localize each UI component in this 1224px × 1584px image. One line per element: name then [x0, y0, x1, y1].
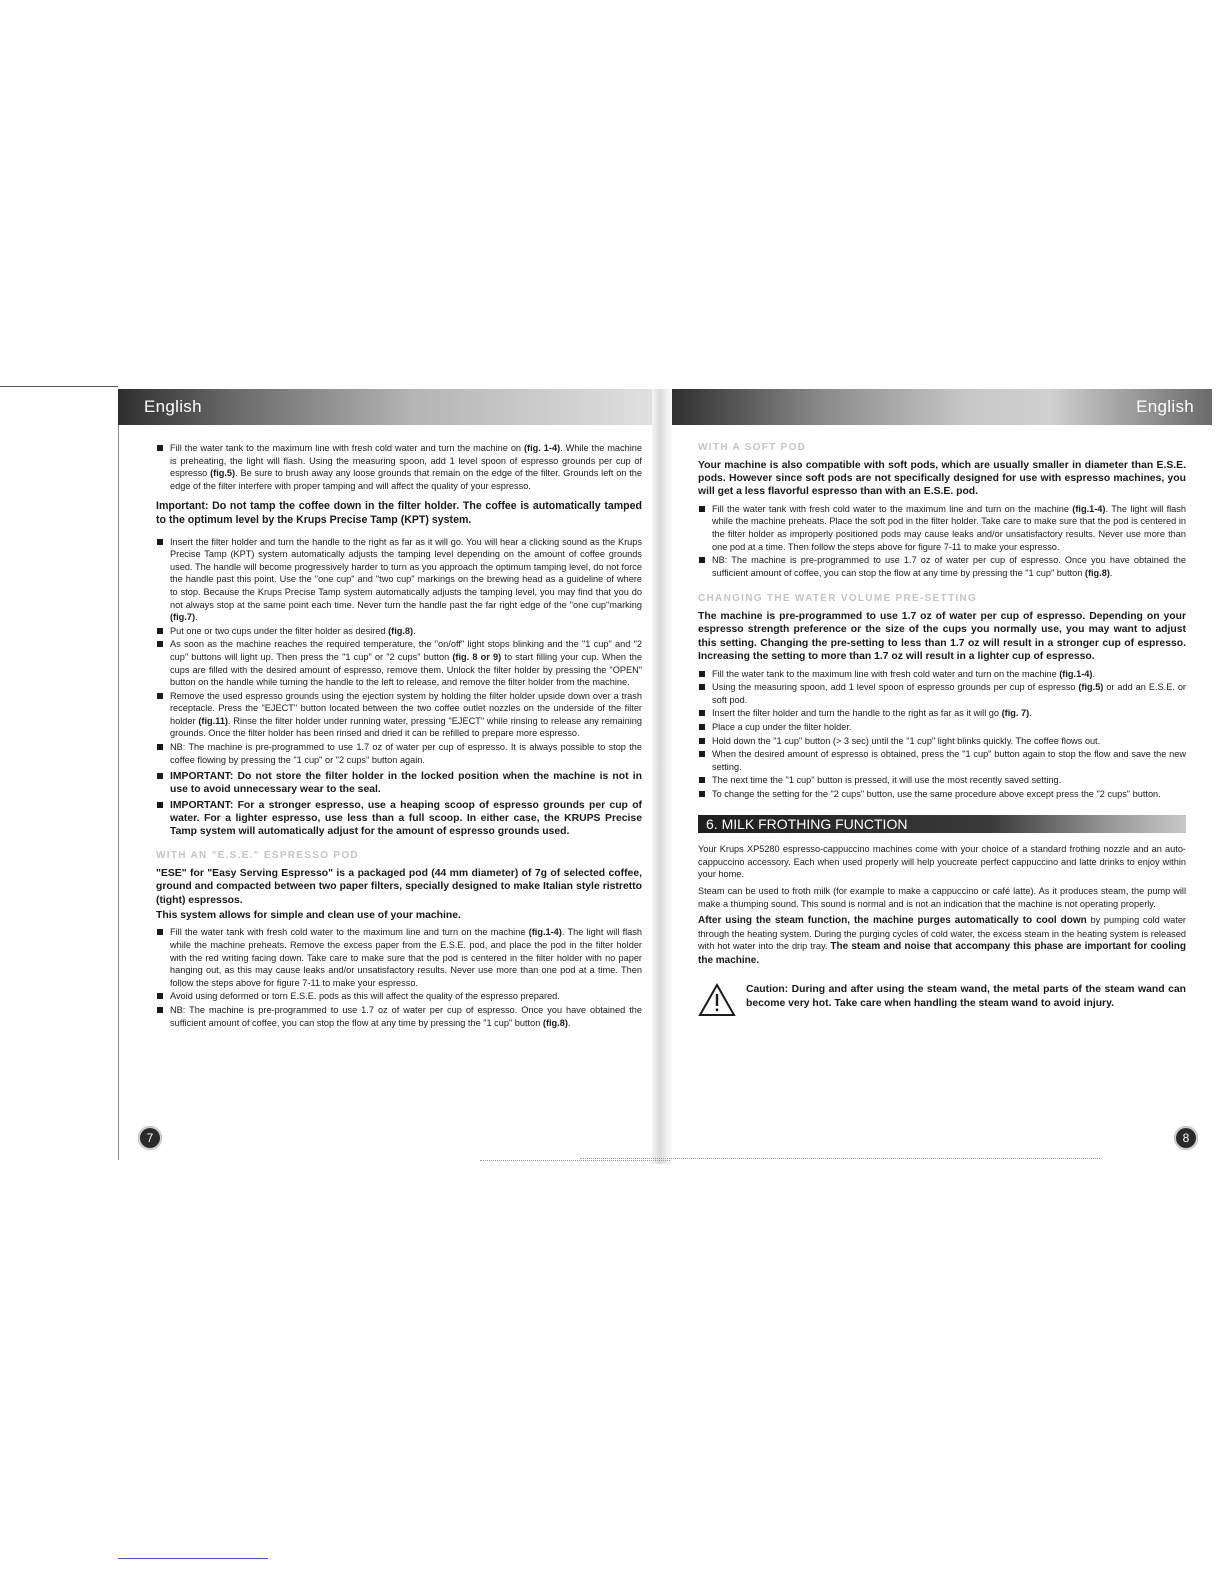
milk-paragraph-1: Your Krups XP5280 espresso-cappuccino machines come with your choice of a standard frothing nozzle and an auto-cappuccino accessory. Each when used properly will help youcreate perfect cappuccino and latte drinks to enjoy within your home.: [698, 844, 1186, 880]
header-left-label: English: [144, 397, 202, 416]
figure-ref: (fig.1-4): [1059, 668, 1093, 679]
figure-ref: (fig.5): [210, 468, 236, 479]
left-important-list: [156, 770, 642, 838]
figure-ref: (fig.1-4): [528, 927, 562, 938]
figure-ref: (fig.8): [388, 625, 414, 636]
volume-intro: The machine is pre-programmed to use 1.7 oz of water per cup of espresso. Depending on your espresso strength preference or the size of the cups you normally use, you may want to adjust this setting. Changing the pre-setting to less than 1.7 oz will result in a stronger cup of espresso. Increasing the setting to more than 1.7 oz will result in a lighter cup of espresso.: [698, 610, 1186, 663]
top-rule: [0, 386, 118, 387]
important-bullet: IMPORTANT: For a stronger espresso, use a heaping scoop of espresso grounds per cup of water. For a lighter espresso, use less than a full scoop. In either case, the KRUPS Precise Tamp system will automatically adjust for the amount of espresso grounds used.: [156, 799, 642, 838]
bullet-item: [156, 990, 642, 1003]
header-banner-left: [118, 389, 652, 425]
bullet-text-cont: .: [1092, 668, 1095, 679]
bullet-text-cont: .: [195, 612, 198, 623]
caution-box: [698, 983, 1186, 1017]
page-number-left: 7: [138, 1126, 162, 1150]
figure-ref: (fig.7): [170, 612, 196, 623]
bullet-item: [698, 735, 1186, 748]
bullet-text: Insert the filter holder and turn the handle to the right as far as it will go: [712, 708, 1002, 719]
bullet-text-cont: . Be sure to brush away any loose grounds that remain on the edge of the filter. Grounds left on the edge of the filter interfere with proper tamping and will affect the quality of your espresso.: [170, 468, 642, 491]
bullet-item: [156, 690, 642, 740]
left-column: [156, 442, 642, 1033]
bullet-item: [698, 748, 1186, 773]
bullet-text: NB: The machine is pre-programmed to use 1.7 oz of water per cup of espresso. It is always possible to stop the coffee flowing by pressing the "1 cup" or "2 cups" button again.: [170, 742, 642, 765]
bullet-text: Fill the water tank to the maximum line with fresh cold water and turn on the machine: [712, 668, 1060, 679]
bullet-text: As soon as the machine reaches the required temperature, the "on/off" light stops blinking and the "1 cup" and "2 cup" buttons will light up. Then press the "1 cup" or "2 cups" button: [170, 639, 642, 662]
figure-ref: (fig.5): [1078, 682, 1104, 693]
bullet-item: [156, 926, 642, 989]
bullet-text-cont: . While the machine is preheating, the light will flash. Using the measuring spoon, add 1 level spoon of espresso grounds per cup of espresso: [170, 443, 642, 479]
header-right-label: English: [1136, 397, 1194, 416]
ese-intro: "ESE" for "Easy Serving Espresso" is a packaged pod (44 mm diameter) of 7g of selected coffee, ground and compacted between two paper filters, specially designed to make Italian style ristretto (tight) espressos.: [156, 867, 642, 906]
bullet-item: [698, 774, 1186, 787]
bullet-text: Insert the filter holder and turn the handle to the right as far as it will go. You will hear a clicking sound as the Krups Precise Tamp (KPT) system automatically adjusts the tamping level depending on the amount of coffee grounds used. The handle will become progressively harder to turn as you approach the optimum tamping level, do not force the handle past this point. Use the "one cup" and "two cup" markings on the brewing head as a guideline of where to stop. Because the Krups Precise Tamp system automatically adjusts the tamping level, you may find that you do not always stop at the same point each time. Never turn the handle past the far right edge of the "one cup"marking: [170, 536, 642, 610]
bullet-text: Place a cup under the filter holder.: [712, 721, 852, 732]
bullet-text: Put one or two cups under the filter holder as desired: [170, 625, 389, 636]
bullet-item: [698, 681, 1186, 706]
bullet-text-cont: .: [1029, 708, 1032, 719]
bullet-text: Avoid using deformed or torn E.S.E. pods as this will affect the quality of the espresso prepared.: [170, 991, 560, 1002]
bullet-text: Fill the water tank to the maximum line with fresh cold water and turn the machine on: [170, 443, 524, 453]
left-bullet-list: [156, 536, 642, 767]
figure-ref: (fig.1-4): [1072, 503, 1106, 514]
warning-triangle-icon: [698, 983, 736, 1017]
bullet-item: [698, 668, 1186, 681]
bullet-text: Fill the water tank with fresh cold water to the maximum line and turn on the machine: [170, 927, 529, 938]
bullet-text: To change the setting for the "2 cups" button, use the same procedure above except press the "2 cups" button.: [712, 788, 1161, 799]
bullet-text: Hold down the "1 cup" button (> 3 sec) until the "1 cup" light blinks quickly. The coffee flows out.: [712, 735, 1101, 746]
bullet-text-cont: .: [567, 1017, 571, 1028]
milk-paragraph-3: [698, 914, 1186, 967]
ese-intro-2: This system allows for simple and clean use of your machine.: [156, 910, 461, 922]
bullet-text-cont: or add an E.S.E. or soft pod.: [712, 682, 1186, 705]
header-banner-right: [672, 389, 1212, 425]
bullet-text-cont: .: [1109, 567, 1113, 578]
volume-heading: CHANGING THE WATER VOLUME PRE-SETTING: [698, 593, 978, 605]
bullet-text: NB: The machine is pre-programmed to use 1.7 oz of water per cup of espresso. Once you have obtained the sufficient amount of coffee, you can stop the flow at any time by pressing the "1 cup" button: [170, 1005, 642, 1028]
bottom-dotted-edge-right: [580, 1158, 1100, 1160]
left-intro-list: [156, 442, 642, 492]
bullet-item: [156, 741, 642, 766]
bottom-blue-rule: [118, 1558, 268, 1559]
bullet-text-cont: . Rinse the filter holder under running water, pressing "EJECT" while rinsing to release any remaining grounds. Once the filter holder has been rinsed and dried it can be refilled to prepare more espresso.: [170, 715, 642, 739]
bullet-item: [156, 536, 642, 624]
important-bullet: IMPORTANT: Do not store the filter holder in the locked position when the machine is not in use to avoid unnecessary wear to the seal.: [156, 770, 642, 796]
bullet-text: The next time the "1 cup" button is pressed, it will use the most recently saved setting.: [712, 775, 1062, 786]
right-column: [698, 436, 1186, 1017]
milk-p3-bold-2: The steam and noise that accompany this phase are important for cooling the machine.: [698, 941, 1186, 966]
figure-ref: (fig.8): [1084, 567, 1110, 578]
soft-pod-heading: WITH A SOFT POD: [698, 442, 807, 453]
bullet-text: Using the measuring spoon, add 1 level spoon of espresso grounds per cup of espresso: [712, 682, 1079, 693]
figure-ref: (fig. 8 or 9): [452, 651, 502, 662]
left-page-edge: [118, 425, 119, 1160]
bullet-item: [156, 638, 642, 688]
bullet-text: Remove the used espresso grounds using the ejection system by holding the filter holder upside down over a trash receptacle. Press the "EJECT" button located between the two coffee outlet nozzles on the underside of the filter holder: [170, 690, 642, 726]
bullet-item: [156, 1004, 642, 1029]
milk-p3-text: by pumping cold water through the heating system. During the purging cycles of cold water, the excess steam in the heating system is released with hot water into the drip tray.: [698, 915, 1186, 952]
figure-ref: (fig. 1-4): [524, 443, 561, 453]
bullet-item: [698, 721, 1186, 734]
figure-ref: (fig. 7): [1001, 708, 1030, 719]
bullet-text: When the desired amount of espresso is obtained, press the "1 cup" button again to stop the flow and save the new setting.: [712, 749, 1186, 772]
bullet-text-cont: .: [413, 625, 416, 636]
bullet-text-cont: . The light will flash while the machine preheats. Place the soft pod in the filter holder. Take care to make sure that the pod is centered in the filter holder as improperly positioned pods may cause leaks and/or unsatisfactory results. Never use more than one pod at a time. Then follow the steps above for figure 7-11 to make your espresso.: [712, 503, 1187, 552]
bullet-text-cont: to start filling your cup. When the cups are filled with the desired amount of espresso, remove them. Unlock the filter holder by pressing the "OPEN" button on the handle while turning the handle to the left to release, and remove the filter holder from the machine.: [170, 651, 642, 688]
milk-frothing-section-title: 6. MILK FROTHING FUNCTION: [698, 815, 1186, 834]
bullet-item: [156, 442, 642, 492]
caution-text: Caution: During and after using the steam wand, the metal parts of the steam wand can become very hot. Take care when handling the steam wand to avoid injury.: [746, 984, 1186, 1010]
soft-pod-bullet-list: [698, 503, 1186, 580]
bullet-item: [698, 554, 1186, 579]
bullet-item: [156, 625, 642, 638]
bottom-dotted-edge-left: [480, 1160, 670, 1162]
milk-p3-bold: After using the steam function, the machine purges automatically to cool down: [698, 915, 1087, 927]
ese-bullet-list: [156, 926, 642, 1029]
bullet-item: [698, 707, 1186, 720]
figure-ref: (fig.8): [542, 1017, 568, 1028]
soft-pod-intro: Your machine is also compatible with soft pods, which are usually smaller in diameter than E.S.E. pods. However since soft pods are not specifically designed for use with espresso machines, you will get a less flavorful espresso than with an E.S.E. pod.: [698, 459, 1186, 498]
page-gutter: [652, 389, 672, 1164]
volume-bullet-list: [698, 668, 1186, 801]
bullet-item: [698, 788, 1186, 801]
figure-ref: (fig.11): [198, 715, 228, 726]
bullet-item: [698, 503, 1186, 553]
milk-paragraph-2: Steam can be used to froth milk (for example to make a cappuccino or café latte). As it produces steam, the pump will make a thumping sound. This sound is normal and is not an indication that the machine is not operating properly.: [698, 885, 1186, 909]
bullet-text-cont: . The light will flash while the machine preheats. Remove the excess paper from the E.S.E. pod, and place the pod in the filter holder with the red writing facing down. Take care to make sure that the pod is centered in the filter holder with no paper hanging out, as this may cause leaks and/or unsatisfactory results. Never use more than one pod at a time. Then follow the steps above for figure 7-11 to make your espresso.: [170, 927, 642, 988]
bullet-text: Fill the water tank with fresh cold water to the maximum line and turn on the machine: [712, 503, 1073, 514]
bullet-text: NB: The machine is pre-programmed to use 1.7 oz of water per cup of espresso. Once you have obtained the sufficient amount of coffee, you can stop the flow at any time by pressing the "1 cup" button: [712, 555, 1186, 578]
important-note-tamp: Important: Do not tamp the coffee down in the filter holder. The coffee is automatically tamped to the optimum level by the Krups Precise Tamp (KPT) system.: [156, 500, 642, 526]
page-number-right: 8: [1174, 1126, 1198, 1150]
ese-heading: WITH AN "E.S.E." ESPRESSO POD: [156, 850, 359, 862]
